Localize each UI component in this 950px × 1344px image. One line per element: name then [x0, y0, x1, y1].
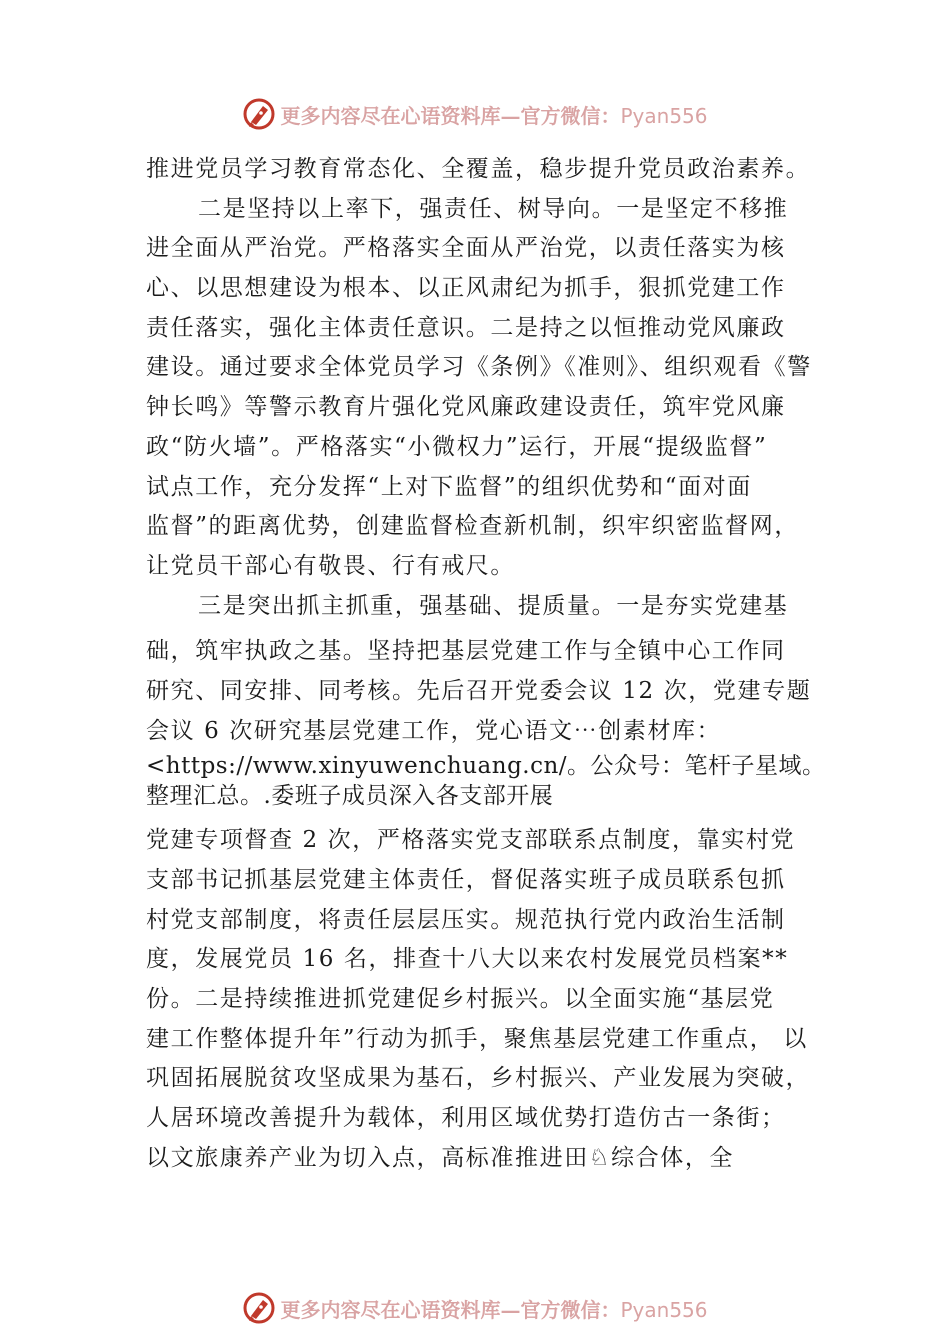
text-line: 建工作整体提升年”行动为抓手，聚焦基层党建工作重点， 以 — [146, 1025, 808, 1052]
text-line: 让党员干部心有敬畏、行有戒尺。 — [146, 552, 515, 579]
footer-banner — [0, 1288, 950, 1328]
text-line: 党建专项督查 2 次，严格落实党支部联系点制度，靠实村党 — [146, 827, 796, 854]
text-line: 会议 6 次研究基层党建工作，党心语文⋯创素材库： — [146, 717, 722, 744]
text-line: 三是突出抓主抓重，强基础、提质量。一是夯实党建基 — [198, 592, 789, 619]
text-line: 以文旅康养产业为切入点，高标准推进田♘综合体，全 — [146, 1144, 735, 1171]
document-body — [146, 150, 826, 1179]
text-line: 村党支部制度，将责任层层压实。规范执行党内政治生活制 — [146, 906, 786, 933]
text-line: 整理汇总。.委班子成员深入各支部开展 — [146, 783, 554, 810]
header-banner-text: 更多内容尽在心语资料库—官方微信：Pyan556 — [280, 103, 708, 128]
text-line: 支部书记抓基层党建主体责任，督促落实班子成员联系包抓 — [146, 867, 786, 893]
text-line: 份。二是持续推进抓党建促乡村振兴。以全面实施“基层党 — [146, 986, 775, 1013]
text-line: 试点工作，充分发挥“上对下监督”的组织优势和“面对面 — [146, 473, 752, 500]
header-wechat-id: Pyan556 — [620, 103, 708, 128]
pen-nib-circle-icon — [242, 1291, 276, 1325]
text-line: 监督”的距离优势，创建监督检查新机制，织牢织密监督网， — [146, 513, 799, 540]
text-line: 研究、同安排、同考核。先后召开党委会议 12 次，党建专题 — [146, 677, 812, 704]
text-line: 二是坚持以上率下，强责任、树导向。一是坚定不移推 — [198, 195, 789, 222]
text-line: 人居环境改善提升为载体，利用区域优势打造仿古一条街； — [146, 1105, 786, 1132]
text-line: 心、以思想建设为根本、以正风肃纪为抓手，狠抓党建工作 — [146, 275, 786, 302]
text-line: <https://www.xinyuwenchuang.cn/。公众号：笔杆子星域。 — [146, 753, 826, 780]
footer-wechat-id: Pyan556 — [620, 1297, 708, 1322]
text-line: 础，筑牢执政之基。坚持把基层党建工作与全镇中心工作同 — [146, 638, 786, 665]
text-line: 度，发展党员 16 名，排查十八大以来农村发展党员档案** — [146, 946, 789, 973]
header-banner — [0, 94, 950, 134]
text-line: 钟长鸣》等警示教育片强化党风廉政建设责任，筑牢党风廉 — [146, 394, 786, 421]
text-line: 推进党员学习教育常态化、全覆盖，稳步提升党员政治素养。 — [146, 156, 811, 182]
text-line: 巩固拓展脱贫攻坚成果为基石，乡村振兴、产业发展为突破， — [146, 1065, 811, 1092]
text-line: 责任落实，强化主体责任意识。二是持之以恒推动党风廉政 — [146, 314, 786, 341]
footer-banner-text: 更多内容尽在心语资料库—官方微信：Pyan556 — [280, 1297, 708, 1322]
text-line: 政“防火墙”。严格落实“小微权力”运行，开展“提级监督” — [146, 433, 768, 460]
pen-nib-circle-icon — [242, 97, 276, 131]
text-line: 建设。通过要求全体党员学习《条例》《准则》、组织观看《警 — [146, 354, 812, 381]
text-line: 进全面从严治党。严格落实全面从严治党，以责任落实为核 — [146, 235, 786, 262]
